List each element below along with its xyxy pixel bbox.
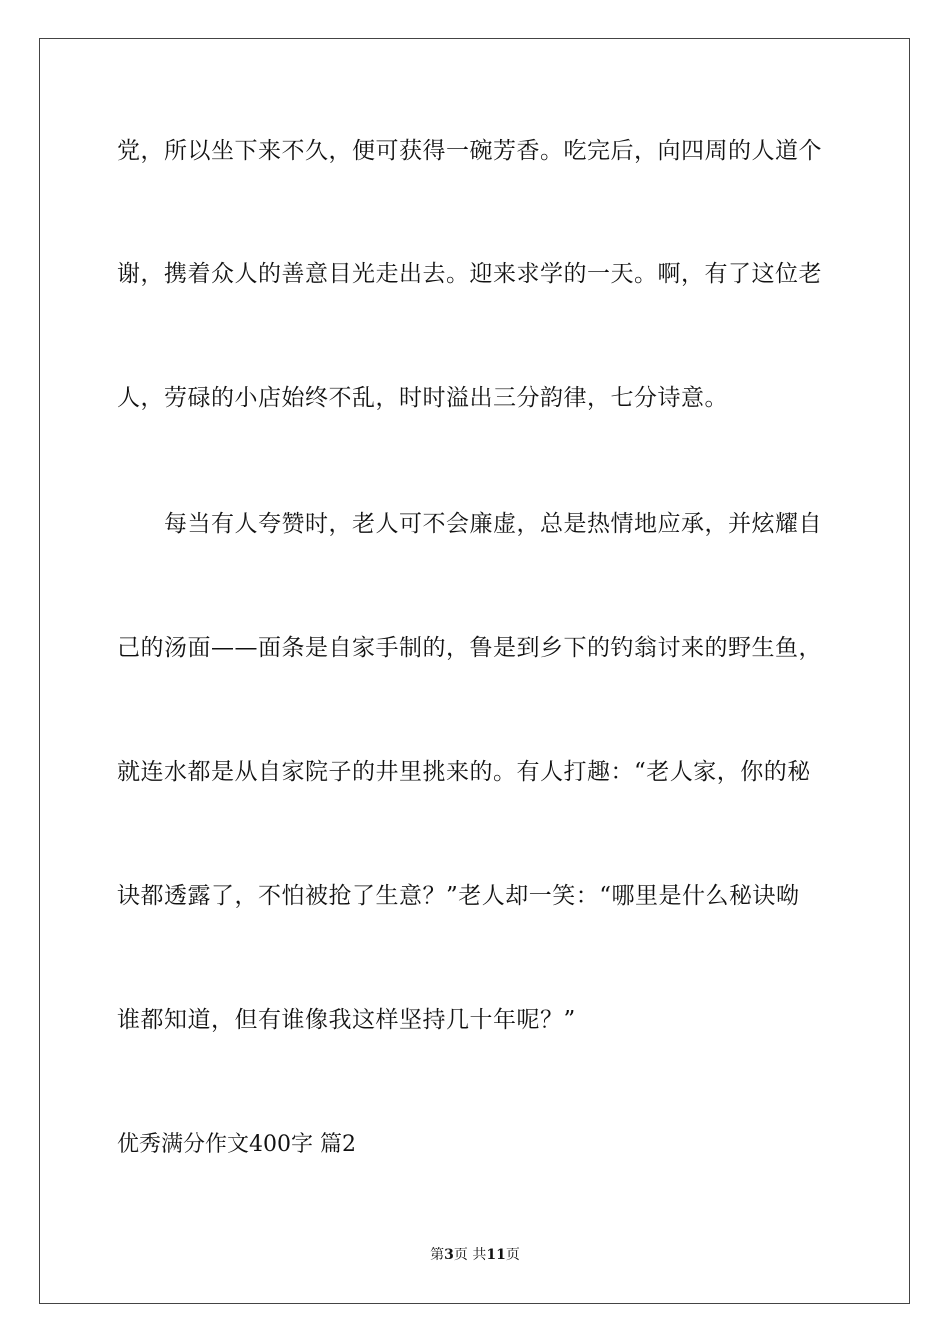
body-text-line: 谁都知道，但有谁像我这样坚持几十年呢？” (117, 1007, 576, 1033)
total-suffix: 页 (505, 1247, 520, 1263)
page-suffix: 页 共 (453, 1247, 487, 1263)
total-pages: 11 (486, 1247, 506, 1263)
body-text-line: 人，劳碌的小店始终不乱，时时溢出三分韵律，七分诗意。 (117, 385, 728, 411)
body-text-line: 就连水都是从自家院子的井里挑来的。有人打趣：“老人家，你的秘 (117, 759, 811, 785)
page-prefix: 第 (430, 1247, 445, 1263)
page-frame (39, 38, 910, 1304)
body-text-line: 党，所以坐下来不久，便可获得一碗芳香。吃完后，向四周的人道个 (117, 138, 822, 164)
body-text-line: 己的汤面——面条是自家手制的，鲁是到乡下的钓翁讨来的野生鱼， (117, 635, 822, 661)
section-heading: 优秀满分作文400字 篇2 (117, 1132, 356, 1157)
body-text-line: 谢，携着众人的善意目光走出去。迎来求学的一天。啊，有了这位老 (117, 261, 822, 287)
body-text-line: 诀都透露了，不怕被抢了生意？”老人却一笑：“哪里是什么秘诀呦 (117, 883, 800, 909)
page-number: 3 (444, 1247, 454, 1263)
body-text-line: 每当有人夸赞时，老人可不会廉虚，总是热情地应承，并炫耀自 (117, 511, 822, 537)
page-footer (0, 1245, 950, 1265)
